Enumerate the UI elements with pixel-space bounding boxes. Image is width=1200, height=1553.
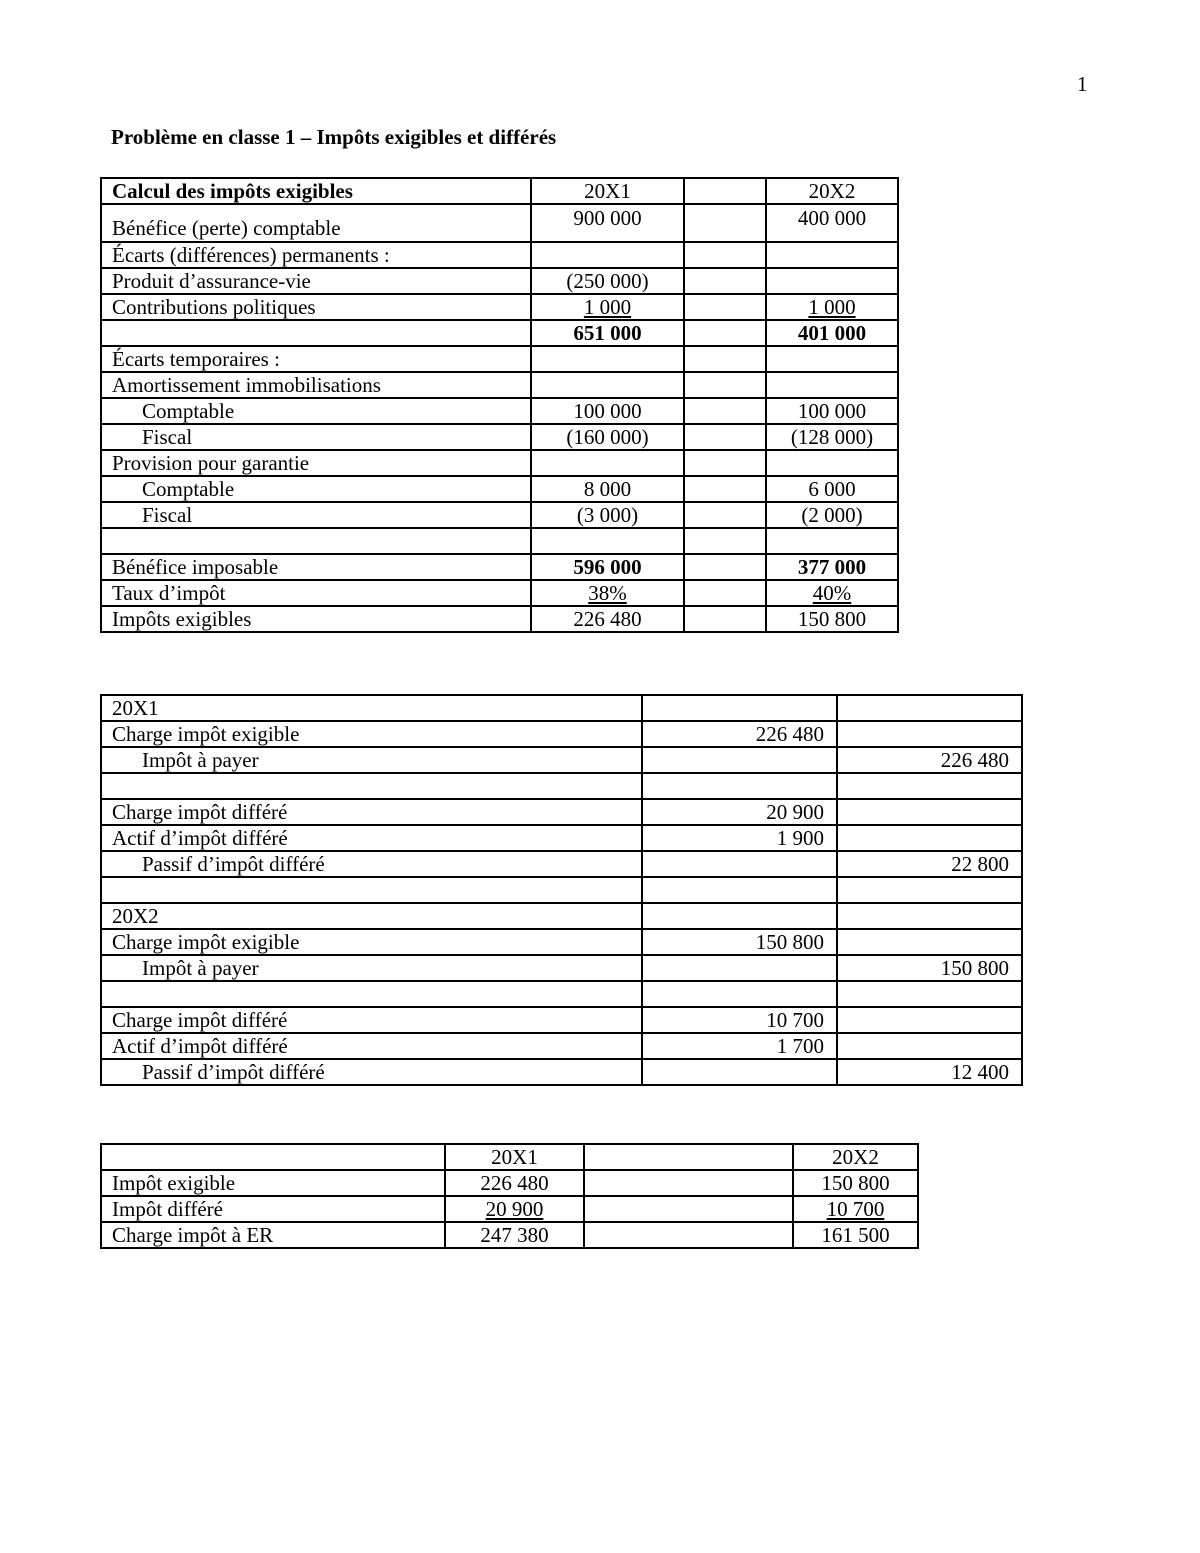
spacer-cell bbox=[584, 1196, 793, 1222]
debit-amount bbox=[642, 851, 837, 877]
entry-label: Charge impôt différé bbox=[101, 799, 642, 825]
entry-label: Actif d’impôt différé bbox=[101, 825, 642, 851]
row-label: Comptable bbox=[101, 398, 531, 424]
value-year-1 bbox=[531, 242, 684, 268]
table-row bbox=[101, 320, 898, 346]
debit-amount: 1 700 bbox=[642, 1033, 837, 1059]
header-year-2: 20X2 bbox=[766, 178, 898, 204]
table-row bbox=[101, 851, 1022, 877]
table-row bbox=[101, 981, 1022, 1007]
spacer-cell bbox=[684, 242, 766, 268]
credit-amount bbox=[837, 773, 1022, 799]
debit-amount bbox=[642, 773, 837, 799]
value-year-2: 161 500 bbox=[793, 1222, 918, 1248]
value-year-1 bbox=[531, 346, 684, 372]
value-year-2: 6 000 bbox=[766, 476, 898, 502]
credit-amount: 22 800 bbox=[837, 851, 1022, 877]
value-year-2: 400 000 bbox=[766, 204, 898, 242]
table-row bbox=[101, 877, 1022, 903]
entry-label: Impôt à payer bbox=[101, 747, 642, 773]
table-row bbox=[101, 398, 898, 424]
entry-label: Passif d’impôt différé bbox=[101, 1059, 642, 1085]
value-year-1: 226 480 bbox=[531, 606, 684, 632]
header-label bbox=[101, 1144, 445, 1170]
table-row bbox=[101, 346, 898, 372]
entry-label: 20X1 bbox=[101, 695, 642, 721]
value-year-1: 20 900 bbox=[445, 1196, 584, 1222]
credit-amount bbox=[837, 825, 1022, 851]
entry-label: Passif d’impôt différé bbox=[101, 851, 642, 877]
value-year-2: 401 000 bbox=[766, 320, 898, 346]
row-label: Fiscal bbox=[101, 502, 531, 528]
spacer-cell bbox=[684, 320, 766, 346]
value-year-2: 1 000 bbox=[766, 294, 898, 320]
entry-label bbox=[101, 773, 642, 799]
credit-amount bbox=[837, 1033, 1022, 1059]
table-row bbox=[101, 955, 1022, 981]
table-row bbox=[101, 799, 1022, 825]
row-label: Taux d’impôt bbox=[101, 580, 531, 606]
value-year-2 bbox=[766, 528, 898, 554]
spacer-cell bbox=[684, 268, 766, 294]
table-row bbox=[101, 294, 898, 320]
credit-amount: 226 480 bbox=[837, 747, 1022, 773]
row-label: Impôt exigible bbox=[101, 1170, 445, 1196]
spacer-cell bbox=[684, 554, 766, 580]
debit-amount: 20 900 bbox=[642, 799, 837, 825]
table-header-row bbox=[101, 178, 898, 204]
credit-amount bbox=[837, 695, 1022, 721]
row-label: Charge impôt à ER bbox=[101, 1222, 445, 1248]
header-label: Calcul des impôts exigibles bbox=[101, 178, 531, 204]
debit-amount: 226 480 bbox=[642, 721, 837, 747]
value-year-2: 100 000 bbox=[766, 398, 898, 424]
debit-amount bbox=[642, 1059, 837, 1085]
spacer-cell bbox=[684, 204, 766, 242]
table-row bbox=[101, 424, 898, 450]
table-row bbox=[101, 721, 1022, 747]
value-year-2: 150 800 bbox=[766, 606, 898, 632]
row-label: Écarts (différences) permanents : bbox=[101, 242, 531, 268]
debit-amount: 150 800 bbox=[642, 929, 837, 955]
entry-label: Charge impôt exigible bbox=[101, 929, 642, 955]
value-year-1: (250 000) bbox=[531, 268, 684, 294]
credit-amount bbox=[837, 981, 1022, 1007]
credit-amount bbox=[837, 929, 1022, 955]
spacer-cell bbox=[684, 424, 766, 450]
table-row bbox=[101, 242, 898, 268]
table-row bbox=[101, 903, 1022, 929]
table-row bbox=[101, 528, 898, 554]
value-year-1 bbox=[531, 450, 684, 476]
spacer-cell bbox=[684, 476, 766, 502]
journal-entries-table bbox=[100, 694, 1023, 1086]
table-row bbox=[101, 204, 898, 242]
value-year-1: 247 380 bbox=[445, 1222, 584, 1248]
table-row bbox=[101, 1007, 1022, 1033]
debit-amount bbox=[642, 695, 837, 721]
table-row bbox=[101, 606, 898, 632]
row-label: Impôts exigibles bbox=[101, 606, 531, 632]
credit-amount bbox=[837, 1007, 1022, 1033]
entry-label bbox=[101, 877, 642, 903]
credit-amount bbox=[837, 721, 1022, 747]
value-year-1: 596 000 bbox=[531, 554, 684, 580]
spacer-cell bbox=[684, 372, 766, 398]
debit-amount bbox=[642, 981, 837, 1007]
value-year-1 bbox=[531, 528, 684, 554]
spacer-cell bbox=[684, 580, 766, 606]
table-row bbox=[101, 747, 1022, 773]
entry-label: Charge impôt différé bbox=[101, 1007, 642, 1033]
value-year-1: 226 480 bbox=[445, 1170, 584, 1196]
value-year-1: 100 000 bbox=[531, 398, 684, 424]
table-row bbox=[101, 825, 1022, 851]
table-row bbox=[101, 502, 898, 528]
entry-label: Impôt à payer bbox=[101, 955, 642, 981]
value-year-2: 10 700 bbox=[793, 1196, 918, 1222]
table-row bbox=[101, 1033, 1022, 1059]
value-year-1: 1 000 bbox=[531, 294, 684, 320]
row-label: Amortissement immobilisations bbox=[101, 372, 531, 398]
entry-label: 20X2 bbox=[101, 903, 642, 929]
table-row bbox=[101, 929, 1022, 955]
credit-amount: 150 800 bbox=[837, 955, 1022, 981]
table-row bbox=[101, 580, 898, 606]
row-label: Écarts temporaires : bbox=[101, 346, 531, 372]
debit-amount: 10 700 bbox=[642, 1007, 837, 1033]
entry-label: Actif d’impôt différé bbox=[101, 1033, 642, 1059]
value-year-2 bbox=[766, 268, 898, 294]
value-year-2: 377 000 bbox=[766, 554, 898, 580]
table-row bbox=[101, 1170, 918, 1196]
table-row bbox=[101, 554, 898, 580]
spacer-cell bbox=[584, 1170, 793, 1196]
row-label: Fiscal bbox=[101, 424, 531, 450]
entry-label bbox=[101, 981, 642, 1007]
spacer-cell bbox=[684, 398, 766, 424]
debit-amount: 1 900 bbox=[642, 825, 837, 851]
row-label: Provision pour garantie bbox=[101, 450, 531, 476]
row-label: Bénéfice (perte) comptable bbox=[101, 204, 531, 242]
value-year-2 bbox=[766, 372, 898, 398]
header-year-2: 20X2 bbox=[793, 1144, 918, 1170]
header-year-1: 20X1 bbox=[445, 1144, 584, 1170]
value-year-1: 900 000 bbox=[531, 204, 684, 242]
value-year-2: (128 000) bbox=[766, 424, 898, 450]
table-row bbox=[101, 268, 898, 294]
row-label: Impôt différé bbox=[101, 1196, 445, 1222]
value-year-1 bbox=[531, 372, 684, 398]
spacer-cell bbox=[684, 502, 766, 528]
value-year-2: 150 800 bbox=[793, 1170, 918, 1196]
table-row bbox=[101, 1059, 1022, 1085]
spacer-cell bbox=[584, 1222, 793, 1248]
current-tax-calculation-table bbox=[100, 177, 899, 633]
value-year-1: 8 000 bbox=[531, 476, 684, 502]
spacer-cell bbox=[684, 346, 766, 372]
table-row bbox=[101, 1222, 918, 1248]
value-year-1: (160 000) bbox=[531, 424, 684, 450]
value-year-2 bbox=[766, 450, 898, 476]
value-year-2: 40% bbox=[766, 580, 898, 606]
debit-amount bbox=[642, 955, 837, 981]
credit-amount bbox=[837, 903, 1022, 929]
debit-amount bbox=[642, 877, 837, 903]
table-row bbox=[101, 372, 898, 398]
value-year-1: 38% bbox=[531, 580, 684, 606]
row-label: Produit d’assurance-vie bbox=[101, 268, 531, 294]
credit-amount: 12 400 bbox=[837, 1059, 1022, 1085]
spacer-cell bbox=[684, 450, 766, 476]
credit-amount bbox=[837, 877, 1022, 903]
table-row bbox=[101, 476, 898, 502]
value-year-1: (3 000) bbox=[531, 502, 684, 528]
spacer-cell bbox=[584, 1144, 793, 1170]
page-number: 1 bbox=[1077, 72, 1088, 96]
value-year-2 bbox=[766, 242, 898, 268]
table-row bbox=[101, 695, 1022, 721]
credit-amount bbox=[837, 799, 1022, 825]
row-label: Contributions politiques bbox=[101, 294, 531, 320]
page-title: Problème en classe 1 – Impôts exigibles et différés bbox=[111, 125, 557, 149]
table-header-row bbox=[101, 1144, 918, 1170]
spacer-cell bbox=[684, 606, 766, 632]
table-row bbox=[101, 773, 1022, 799]
value-year-1: 651 000 bbox=[531, 320, 684, 346]
spacer-cell bbox=[684, 178, 766, 204]
debit-amount bbox=[642, 903, 837, 929]
entry-label: Charge impôt exigible bbox=[101, 721, 642, 747]
debit-amount bbox=[642, 747, 837, 773]
spacer-cell bbox=[684, 528, 766, 554]
row-label: Bénéfice imposable bbox=[101, 554, 531, 580]
spacer-cell bbox=[684, 294, 766, 320]
row-label bbox=[101, 528, 531, 554]
header-year-1: 20X1 bbox=[531, 178, 684, 204]
table-row bbox=[101, 1196, 918, 1222]
tax-expense-summary-table bbox=[100, 1143, 919, 1249]
row-label bbox=[101, 320, 531, 346]
value-year-2: (2 000) bbox=[766, 502, 898, 528]
value-year-2 bbox=[766, 346, 898, 372]
row-label: Comptable bbox=[101, 476, 531, 502]
table-row bbox=[101, 450, 898, 476]
